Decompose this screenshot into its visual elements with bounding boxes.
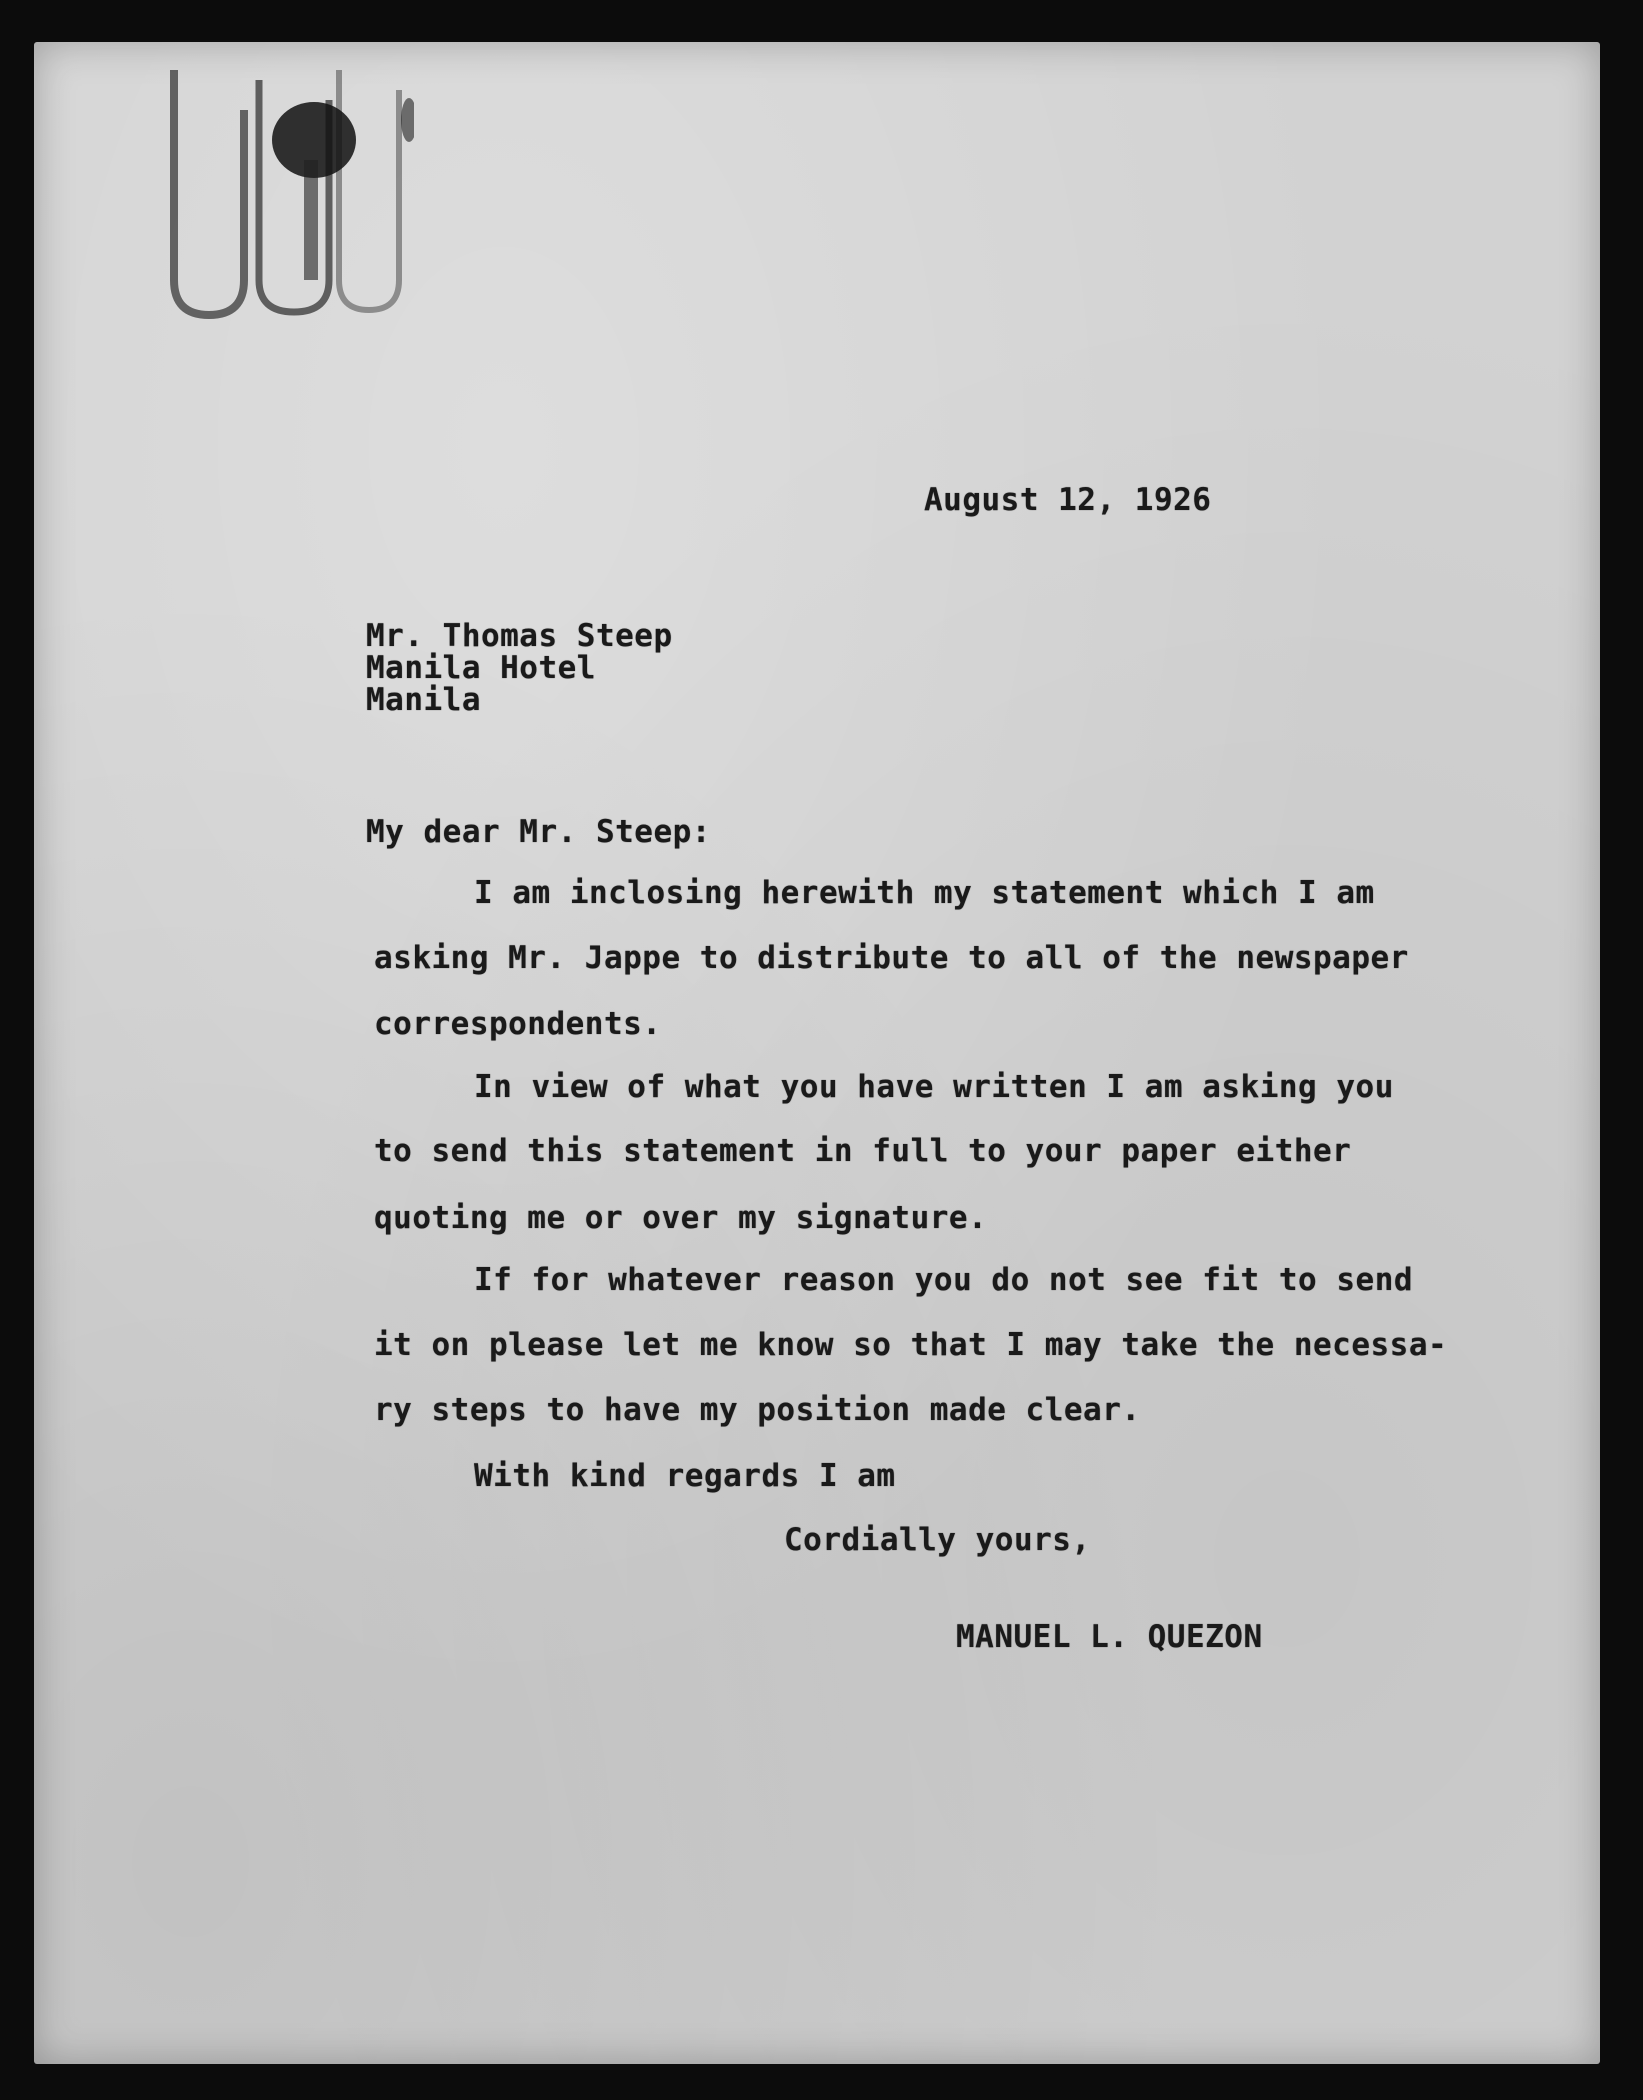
body-line: If for whatever reason you do not see fit to send — [474, 1262, 1414, 1298]
body-line: asking Mr. Jappe to distribute to all of the newspaper — [374, 940, 1409, 976]
paperclip-mark — [134, 50, 414, 340]
body-line: to send this statement in full to your paper either — [374, 1133, 1352, 1169]
letter-date: August 12, 1926 — [924, 482, 1212, 518]
complimentary-closing: Cordially yours, — [784, 1522, 1091, 1558]
letter-page — [34, 42, 1600, 2064]
body-line: correspondents. — [374, 1006, 662, 1042]
recipient-city: Manila — [366, 682, 481, 718]
body-line: quoting me or over my signature. — [374, 1200, 988, 1236]
body-line: ry steps to have my position made clear. — [374, 1392, 1141, 1428]
salutation: My dear Mr. Steep: — [366, 814, 711, 850]
body-line: With kind regards I am — [474, 1458, 896, 1494]
body-line: I am inclosing herewith my statement which I am — [474, 875, 1375, 911]
recipient-address-line: Manila Hotel — [366, 650, 596, 686]
body-line: it on please let me know so that I may take the necessa- — [374, 1327, 1448, 1363]
signature-name: MANUEL L. QUEZON — [956, 1619, 1263, 1655]
body-line: In view of what you have written I am asking you — [474, 1069, 1394, 1105]
recipient-name: Mr. Thomas Steep — [366, 618, 673, 654]
